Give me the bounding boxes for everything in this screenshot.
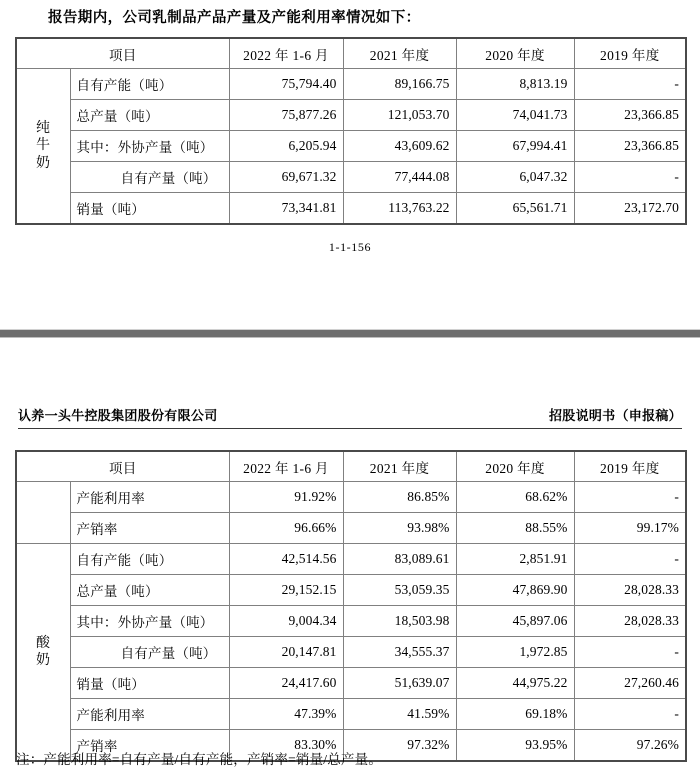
data-cell: 99.17% — [574, 513, 686, 544]
data-cell: 97.32% — [343, 730, 456, 762]
table-row — [16, 162, 686, 193]
table-row — [16, 637, 686, 668]
data-cell: 68.62% — [456, 482, 574, 513]
row-group-label-char: 牛 — [36, 138, 51, 154]
table-row — [16, 513, 686, 544]
row-item-label: 总产量（吨） — [70, 575, 229, 606]
header-company-name: 认养一头牛控股集团股份有限公司 — [18, 408, 218, 423]
table-row — [16, 544, 686, 575]
data-cell: 45,897.06 — [456, 606, 574, 637]
row-group-label-char: 纯 — [36, 121, 51, 137]
data-cell: 1,972.85 — [456, 637, 574, 668]
data-cell: 88.55% — [456, 513, 574, 544]
document-page-1 — [0, 0, 700, 330]
row-item-label: 自有产量（吨） — [70, 162, 229, 193]
data-cell: 8,813.19 — [456, 69, 574, 100]
data-cell: 28,028.33 — [574, 606, 686, 637]
data-cell: - — [574, 482, 686, 513]
data-cell: 9,004.34 — [229, 606, 343, 637]
data-cell: 53,059.35 — [343, 575, 456, 606]
table-row — [16, 668, 686, 699]
data-cell: 29,152.15 — [229, 575, 343, 606]
row-group-label — [16, 69, 70, 225]
header-document-type: 招股说明书（申报稿） — [548, 408, 682, 423]
page-separator — [0, 329, 700, 338]
table-row — [16, 193, 686, 225]
data-cell: 93.98% — [343, 513, 456, 544]
data-cell: 65,561.71 — [456, 193, 574, 225]
row-item-label: 总产量（吨） — [70, 100, 229, 131]
column-header-1: 2022 年 1-6 月 — [229, 38, 343, 69]
row-group-label — [16, 482, 70, 544]
column-header-4: 2019 年度 — [574, 451, 686, 482]
data-cell: 74,041.73 — [456, 100, 574, 131]
data-cell: 96.66% — [229, 513, 343, 544]
data-cell: 18,503.98 — [343, 606, 456, 637]
pure-milk-production-table — [15, 37, 687, 225]
row-item-label: 销量（吨） — [70, 668, 229, 699]
data-cell: 23,366.85 — [574, 100, 686, 131]
data-cell: 69,671.32 — [229, 162, 343, 193]
data-cell: 83.30% — [229, 730, 343, 762]
intro-paragraph: 报告期内，公司乳制品产品产量及产能利用率情况如下： — [48, 10, 421, 26]
row-item-label: 产能利用率 — [70, 699, 229, 730]
data-cell: 44,975.22 — [456, 668, 574, 699]
table-note: 注：产能利用率=自有产量/自有产能，产销率=销量/总产量。 — [16, 752, 383, 767]
table-header-row — [16, 451, 686, 482]
data-cell: 86.85% — [343, 482, 456, 513]
data-cell: 75,794.40 — [229, 69, 343, 100]
column-header-4: 2019 年度 — [574, 38, 686, 69]
data-cell: 42,514.56 — [229, 544, 343, 575]
data-cell: 27,260.46 — [574, 668, 686, 699]
data-cell: - — [574, 637, 686, 668]
table-body — [16, 38, 686, 224]
row-group-label-char: 奶 — [36, 155, 51, 171]
row-item-label: 产销率 — [70, 513, 229, 544]
table-header-row — [16, 38, 686, 69]
data-cell: 75,877.26 — [229, 100, 343, 131]
yogurt-production-table — [15, 450, 687, 762]
row-item-label: 产能利用率 — [70, 482, 229, 513]
data-cell: 43,609.62 — [343, 131, 456, 162]
row-item-label: 其中：外协产量（吨） — [70, 606, 229, 637]
data-cell: 91.92% — [229, 482, 343, 513]
table-row — [16, 575, 686, 606]
table-row — [16, 69, 686, 100]
document-header — [18, 405, 682, 429]
column-header-1: 2022 年 1-6 月 — [229, 451, 343, 482]
table-body — [16, 451, 686, 761]
data-cell: 41.59% — [343, 699, 456, 730]
data-cell: 113,763.22 — [343, 193, 456, 225]
data-cell: 93.95% — [456, 730, 574, 762]
row-item-label: 自有产能（吨） — [70, 544, 229, 575]
column-header-0: 项目 — [16, 451, 229, 482]
data-cell: 24,417.60 — [229, 668, 343, 699]
data-cell: 67,994.41 — [456, 131, 574, 162]
data-cell: - — [574, 699, 686, 730]
data-cell: 97.26% — [574, 730, 686, 762]
data-cell: 2,851.91 — [456, 544, 574, 575]
data-cell: 23,172.70 — [574, 193, 686, 225]
data-cell: 6,205.94 — [229, 131, 343, 162]
data-cell: 23,366.85 — [574, 131, 686, 162]
document-page-2 — [0, 338, 700, 771]
data-cell: 47.39% — [229, 699, 343, 730]
column-header-2: 2021 年度 — [343, 38, 456, 69]
data-cell: 83,089.61 — [343, 544, 456, 575]
column-header-3: 2020 年度 — [456, 451, 574, 482]
data-cell: 6,047.32 — [456, 162, 574, 193]
data-cell: 20,147.81 — [229, 637, 343, 668]
table-row — [16, 131, 686, 162]
data-cell: 51,639.07 — [343, 668, 456, 699]
data-cell: 47,869.90 — [456, 575, 574, 606]
table-row — [16, 100, 686, 131]
row-item-label: 销量（吨） — [70, 193, 229, 225]
column-header-2: 2021 年度 — [343, 451, 456, 482]
data-cell: 34,555.37 — [343, 637, 456, 668]
row-item-label: 产销率 — [70, 730, 229, 762]
data-cell: 28,028.33 — [574, 575, 686, 606]
column-header-3: 2020 年度 — [456, 38, 574, 69]
row-item-label: 自有产能（吨） — [70, 69, 229, 100]
row-item-label: 其中：外协产量（吨） — [70, 131, 229, 162]
data-cell: - — [574, 544, 686, 575]
data-cell: 121,053.70 — [343, 100, 456, 131]
column-header-0: 项目 — [16, 38, 229, 69]
table-row — [16, 606, 686, 637]
data-cell: - — [574, 69, 686, 100]
page-number: 1-1-156 — [328, 240, 372, 254]
data-cell: 89,166.75 — [343, 69, 456, 100]
data-cell: 77,444.08 — [343, 162, 456, 193]
data-cell: - — [574, 162, 686, 193]
row-group-label-char: 酸 — [36, 635, 51, 651]
table-row — [16, 699, 686, 730]
row-group-label-char: 奶 — [36, 653, 51, 668]
row-item-label: 自有产量（吨） — [70, 637, 229, 668]
data-cell: 73,341.81 — [229, 193, 343, 225]
data-cell: 69.18% — [456, 699, 574, 730]
table-row — [16, 482, 686, 513]
row-group-label — [16, 544, 70, 762]
